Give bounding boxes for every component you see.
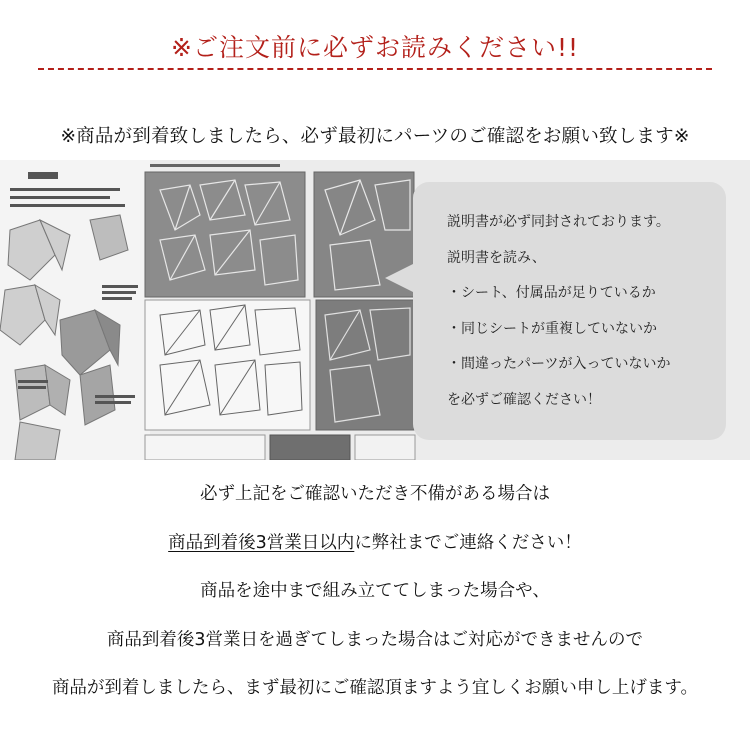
notice-line: 商品が到着しましたら、まず最初にご確認頂ますよう宜しくお願い申し上げます。 xyxy=(51,678,699,698)
callout-pointer xyxy=(385,263,415,293)
page-title: ※ご注文前に必ずお読みください!! xyxy=(171,33,579,62)
notice-line xyxy=(0,529,750,578)
callout-line: 説明書を読み、 xyxy=(447,249,546,266)
title-dashed-divider xyxy=(38,68,712,70)
notice-line: 商品を途中まで組み立ててしまった場合や、 xyxy=(200,581,550,601)
notice-line: 商品到着後3営業日を過ぎてしまった場合はご対応ができませんので xyxy=(106,629,644,650)
callout-line: ・間違ったパーツが入っていないか xyxy=(447,356,671,372)
callout-line: ・同じシートが重複していないか xyxy=(447,320,657,337)
notice-text xyxy=(0,480,750,723)
callout-line: ・シート、付属品が足りているか xyxy=(447,285,656,301)
callout-line: を必ずご確認ください！ xyxy=(447,391,601,408)
notice-line-rest: に弊社までご連絡ください！ xyxy=(354,532,582,553)
notice-line: 必ず上記をご確認いただき不備がある場合は xyxy=(200,484,550,504)
callout-line: 説明書が必ず同封されております。 xyxy=(447,214,670,230)
deadline-underlined: 商品到着後3営業日以内 xyxy=(168,532,355,553)
subtitle-notice: ※商品が到着致しましたら、必ず最初にパーツのご確認をお願い致します※ xyxy=(60,126,690,147)
checklist-callout-text xyxy=(447,212,722,425)
